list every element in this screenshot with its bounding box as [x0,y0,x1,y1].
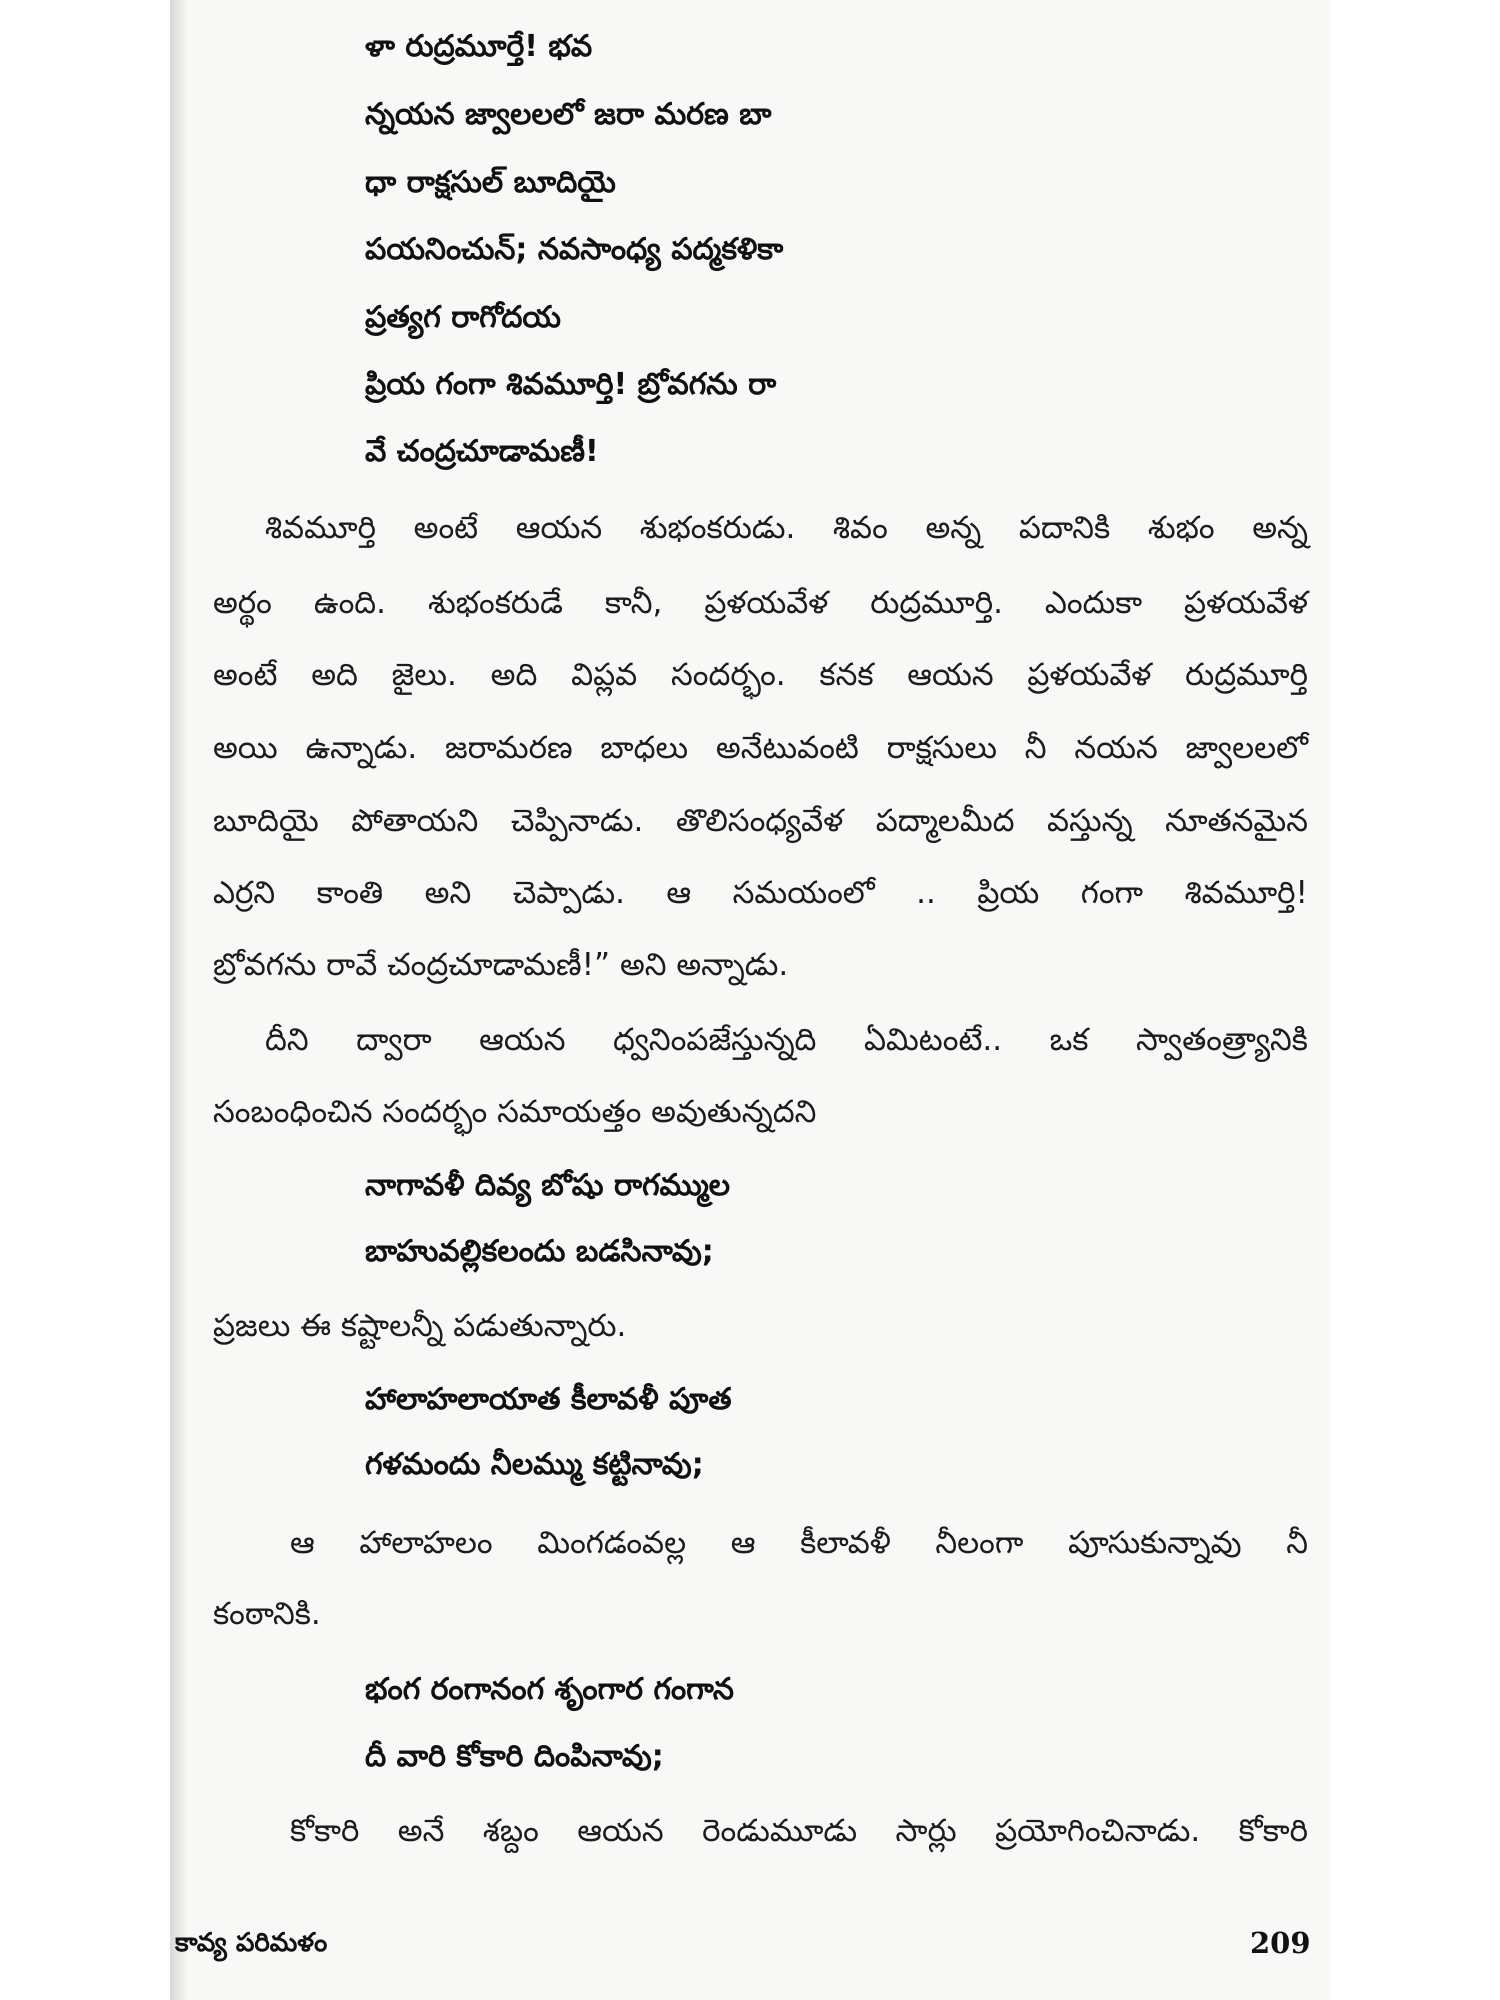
verse-line: ధా రాక్షసుల్ బూదియై [365,165,616,200]
paragraph-line: బూదియై పోతాయని చెప్పినాడు. తొలిసంధ్యవేళ పద్మాలమీద వస్తున్న నూతనమైన [213,803,1308,839]
verse-line: ప్రత్యగ రాగోదయ [365,300,561,335]
paragraph-line: ఆ హాలాహలం మింగడంవల్ల ఆ కీలావళీ నీలంగా పూసుకున్నావు నీ [290,1525,1308,1561]
verse-line: పయనించున్; నవసాంధ్య పద్మకళికా [365,232,784,267]
paragraph-line: దీని ద్వారా ఆయన ధ్వనింపజేస్తున్నది ఏమిటంటే.. ఒక స్వాతంత్ర్యానికి [265,1022,1308,1058]
paragraph-line: అంటే అది జైలు. అది విప్లవ సందర్భం. కనక ఆయన ప్రళయవేళ రుద్రమూర్తి [213,657,1308,693]
paragraph-line: కంఠానికి. [213,1596,321,1632]
book-title-footer: కావ్య పరిమళం [175,1928,328,1958]
paragraph-line: బ్రోవగను రావే చంద్రచూడామణీ!” అని అన్నాడు. [213,947,789,983]
verse-line: హాలాహలాయాత కీలావళీ పూత [365,1382,732,1417]
verse-line: గళమందు నీలమ్ము కట్టినావు; [365,1447,704,1482]
paragraph-line: ప్రజలు ఈ కష్టాలన్నీ పడుతున్నారు. [213,1308,627,1344]
paragraph-line: అయి ఉన్నాడు. జరామరణ బాధలు అనేటువంటి రాక్షసులు నీ నయన జ్వాలలలో [213,730,1308,766]
verse-line: భంగ రంగానంగ శృంగార గంగాన [365,1672,734,1707]
paragraph-line: అర్థం ఉంది. శుభంకరుడే కానీ, ప్రళయవేళ రుద్రమూర్తి. ఎందుకా ప్రళయవేళ [213,585,1308,621]
verse-line: ళా రుద్రమూర్తే! భవ [365,29,593,64]
paragraph-line: శివమూర్తి అంటే ఆయన శుభంకరుడు. శివం అన్న పదానికి శుభం అన్న [265,510,1308,546]
page-background [170,0,1330,2000]
verse-line: ప్రియ గంగా శివమూర్తి! బ్రోవగను రా [365,367,777,402]
verse-line: బాహువల్లికలందు బడసినావు; [365,1234,714,1269]
page-gutter-shadow [170,0,188,2000]
page-number: 209 [1250,1926,1311,1960]
verse-line: దీ వారి కోకారి దింపినావు; [365,1739,664,1774]
paragraph-line: సంబంధించిన సందర్భం సమాయత్తం అవుతున్నదని [213,1094,817,1130]
verse-line: న్నయన జ్వాలలలో జరా మరణ బా [365,97,772,132]
paragraph-line: కోకారి అనే శబ్దం ఆయన రెండుమూడు సార్లు ప్రయోగించినాడు. కోకారి [290,1813,1308,1849]
verse-line: నాగావళీ దివ్య బోషు రాగమ్ముల [365,1168,730,1203]
paragraph-line: ఎర్రని కాంతి అని చెప్పాడు. ఆ సమయంలో .. ప్రియ గంగా శివమూర్తి! [213,875,1308,911]
verse-line: వే చంద్రచూడామణీ! [365,434,599,469]
